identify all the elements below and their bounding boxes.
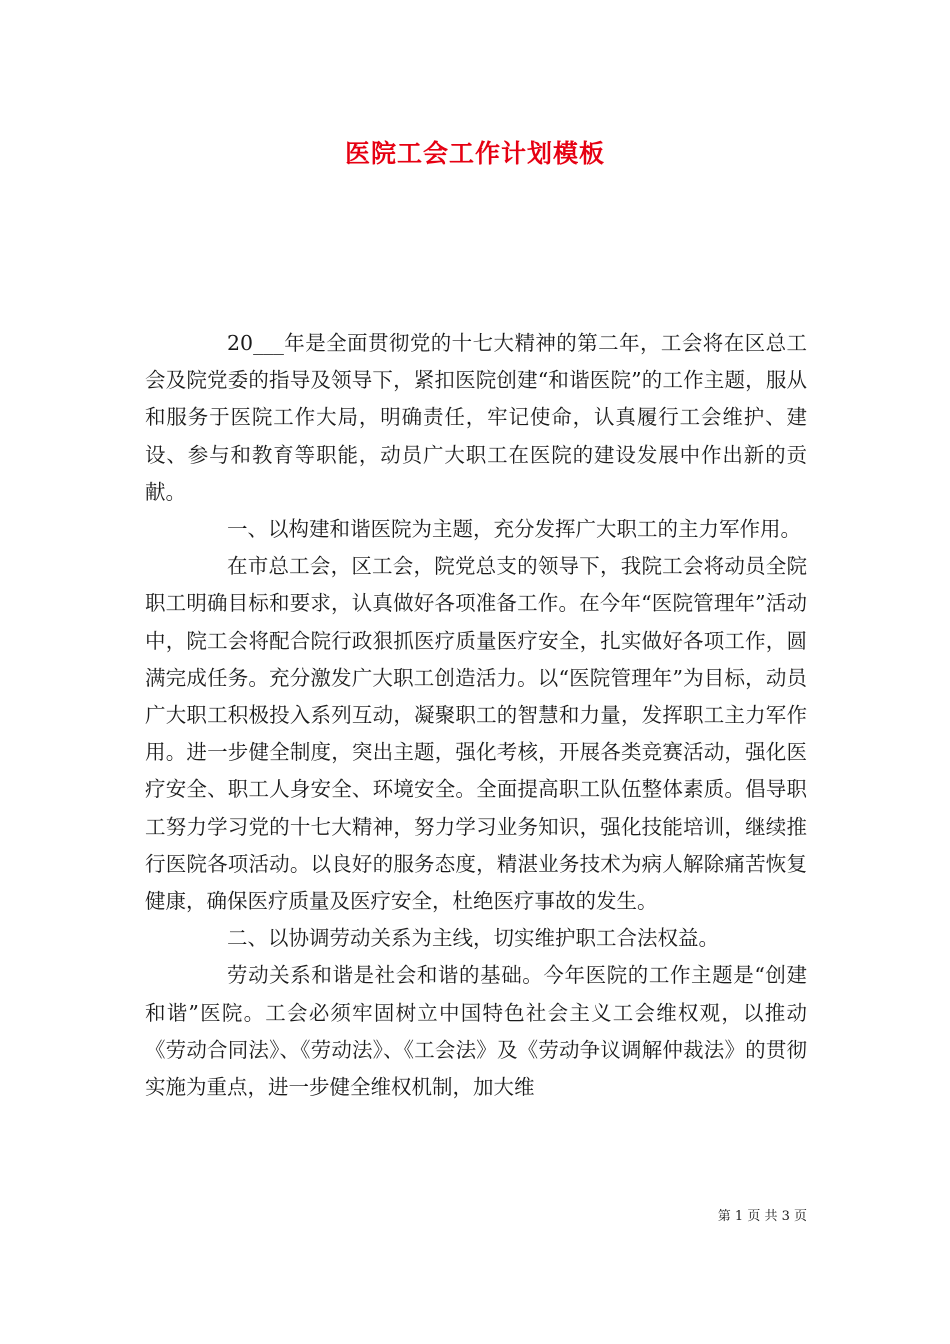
paragraph-intro: 20___年是全面贯彻党的十七大精神的第二年，工会将在区总工会及院党委的指导及领导下，紧扣医院创建“和谐医院”的工作主题，服从和服务于医院工作大局，明确责任，牢记使命，认真履行工会维护、建设、参与和教育等职能，动员广大职工在医院的建设发展中作出新的贡献。 (145, 331, 807, 504)
paragraph-section-2: 劳动关系和谐是社会和谐的基础。今年医院的工作主题是“创建和谐”医院。工会必须牢固树立中国特色社会主义工会维权观，以推动《劳动合同法》、《劳动法》、《工会法》及《劳动争议调解仲裁法》的贯彻实施为重点，进一步健全维权机制，加大维 (145, 963, 807, 1100)
section-heading-1: 一、以构建和谐医院为主题，充分发挥广大职工的主力军作用。 (227, 517, 801, 542)
section-heading-2: 二、以协调劳动关系为主线，切实维护职工合法权益。 (227, 926, 719, 951)
page-number-footer: 第 1 页 共 3 页 (717, 1209, 807, 1224)
document-body (145, 325, 807, 1106)
document-title: 医院工会工作计划模板 (344, 139, 605, 168)
paragraph-section-1: 在市总工会，区工会，院党总支的领导下，我院工会将动员全院职工明确目标和要求，认真做好各项准备工作。在今年“医院管理年”活动中，院工会将配合院行政狠抓医疗质量医疗安全，扎实做好各项工作，圆满完成任务。充分激发广大职工创造活力。以“医院管理年”为目标，动员广大职工积极投入系列互动，凝聚职工的智慧和力量，发挥职工主力军作用。进一步健全制度，突出主题，强化考核，开展各类竞赛活动，强化医疗安全、职工人身安全、环境安全。全面提高职工队伍整体素质。倡导职工努力学习党的十七大精神，努力学习业务知识，强化技能培训，继续推行医院各项活动。以良好的服务态度，精湛业务技术为病人解除痛苦恢复健康，确保医疗质量及医疗安全，杜绝医疗事故的发生。 (145, 554, 807, 914)
